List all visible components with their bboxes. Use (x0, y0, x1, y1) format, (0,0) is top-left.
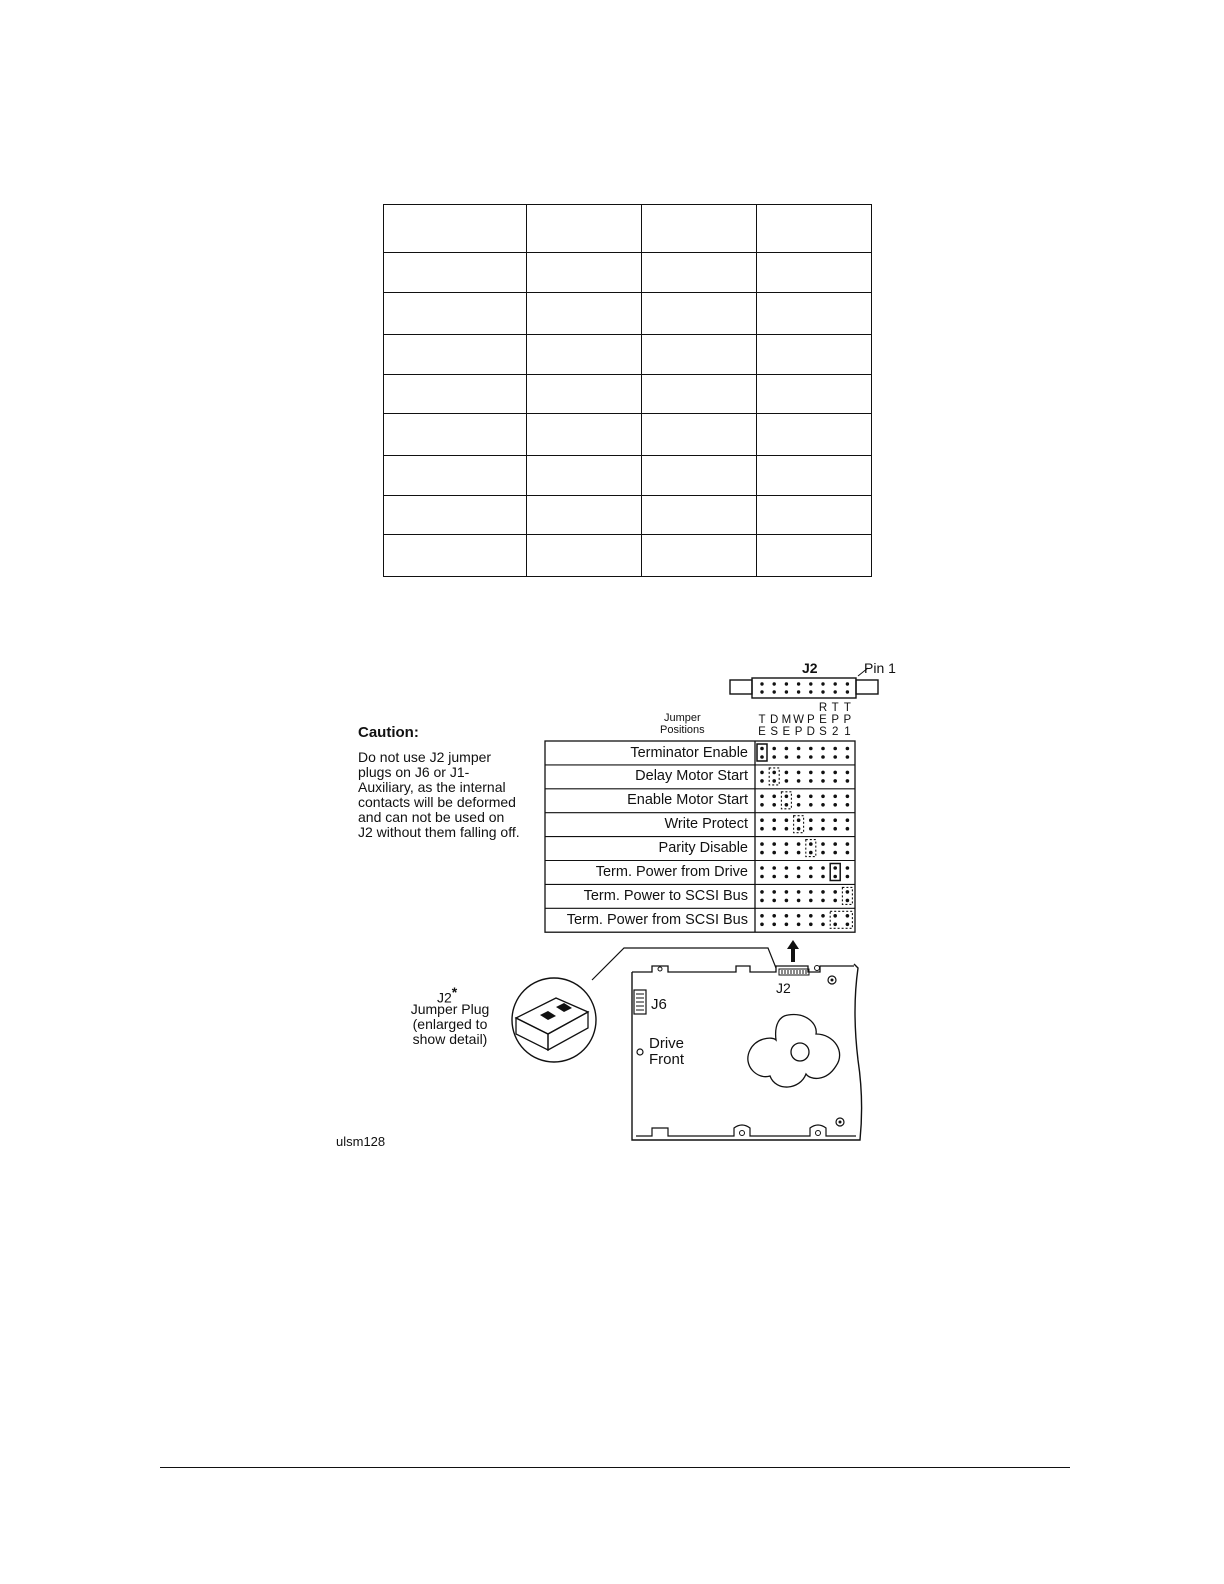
drive-j2-pins (782, 970, 806, 974)
jumper-pin (833, 755, 837, 759)
jumper-pin (809, 875, 813, 879)
jumper-pin (809, 899, 813, 903)
connector-j2-title: J2 (802, 660, 818, 676)
jumper-pin (833, 747, 837, 751)
jumper-pin (772, 771, 776, 775)
drive-front-line: Front (649, 1051, 685, 1068)
jumper-pin (846, 914, 850, 918)
connector-pin (846, 690, 849, 693)
jumper-positions-line: Jumper (663, 712, 701, 724)
jumper-pin (846, 803, 850, 807)
jumper-pin (785, 779, 789, 783)
jumper-pin (772, 842, 776, 846)
jumper-pin (797, 818, 801, 822)
connector-body (752, 678, 856, 698)
jumper-pin (797, 803, 801, 807)
jumper-pin (785, 851, 789, 855)
jumper-pin (809, 755, 813, 759)
jumper-pin (821, 851, 825, 855)
jumper-pin (833, 914, 837, 918)
jumper-pin (760, 747, 764, 751)
column-code-letter: E (758, 726, 766, 738)
jumper-pin (785, 899, 789, 903)
jumper-pin (797, 771, 801, 775)
jumper-row-label: Term. Power from Drive (595, 864, 748, 880)
plug-description (405, 1002, 495, 1047)
jumper-pin (809, 795, 813, 799)
jumper-pin (809, 890, 813, 894)
jumper-pin (809, 842, 813, 846)
jumper-pin (821, 818, 825, 822)
jumper-pin (821, 747, 825, 751)
jumper-pin (821, 875, 825, 879)
j6-pins (636, 994, 644, 1010)
jumper-pin (833, 771, 837, 775)
jumper-pin (846, 923, 850, 927)
jumper-pin (833, 803, 837, 807)
jumper-pin (833, 779, 837, 783)
jumper-pin (772, 866, 776, 870)
jumper-pin (772, 851, 776, 855)
jumper-pin (772, 914, 776, 918)
jumper-pin (846, 842, 850, 846)
column-code-letter: D (806, 726, 815, 738)
plug-line: show detail) (412, 1031, 488, 1047)
connector-pin (846, 682, 849, 685)
jumper-pin (833, 851, 837, 855)
jumper-pin (809, 779, 813, 783)
connector-pin (797, 682, 800, 685)
jumper-pin (846, 851, 850, 855)
plug-line: Jumper Plug (410, 1001, 490, 1017)
connector-pin (773, 682, 776, 685)
jumper-pin (846, 795, 850, 799)
connector-pin (834, 690, 837, 693)
plug-title-text: J2 (437, 989, 452, 1006)
jumper-pin (760, 851, 764, 855)
jumper-pin (760, 914, 764, 918)
pin1-pointer (858, 668, 868, 676)
jumper-pin (785, 771, 789, 775)
column-code-letter: P (831, 714, 840, 726)
page-rule (160, 1467, 1070, 1468)
jumper-pin (821, 890, 825, 894)
column-code-letter: T (843, 702, 851, 714)
jumper-pin (785, 747, 789, 751)
jumper-positions-line: Positions (660, 724, 705, 736)
connector-pin (760, 690, 763, 693)
screw-icon (637, 1049, 643, 1055)
leader-line (592, 948, 776, 980)
column-code-letter: 2 (831, 726, 839, 738)
figure-id: ulsm128 (336, 1134, 386, 1149)
jumper-pin (785, 866, 789, 870)
connector-pin (785, 682, 788, 685)
jumper-pin (821, 779, 825, 783)
jumper-pin (797, 923, 801, 927)
connector-pin (809, 690, 812, 693)
jumper-pin (772, 747, 776, 751)
column-code-letter: 1 (844, 726, 851, 738)
jumper-pin (809, 827, 813, 831)
jumper-pin (821, 923, 825, 927)
column-code-letter: T (831, 702, 839, 714)
caution-line: J2 without them falling off. (358, 824, 520, 840)
jumper-pin (846, 747, 850, 751)
jumper-pin (846, 827, 850, 831)
jumper-pin (760, 755, 764, 759)
caution-title: Caution: (358, 724, 419, 741)
jumper-pin (821, 827, 825, 831)
jumper-pin (760, 842, 764, 846)
jumper-pin (809, 818, 813, 822)
column-code-letter: P (843, 714, 852, 726)
jumper-pin (797, 899, 801, 903)
column-code-letter: P (806, 714, 815, 726)
jumper-row-label: Term. Power from SCSI Bus (566, 911, 748, 928)
jumper-pin (785, 923, 789, 927)
jumper-pin (797, 866, 801, 870)
connector-strip (730, 668, 878, 698)
jumper-pin (821, 795, 825, 799)
drive-front-label (649, 1036, 684, 1068)
jumper-pin (797, 827, 801, 831)
jumper-pin (772, 875, 776, 879)
jumper-pin (821, 866, 825, 870)
jumper-pin (772, 795, 776, 799)
jumper-pin (821, 842, 825, 846)
jumper-pin (785, 914, 789, 918)
column-code-letter: E (782, 726, 791, 738)
connector-pin (797, 690, 800, 693)
jumper-pin (760, 818, 764, 822)
jumper-pin (846, 890, 850, 894)
jumper-pin (772, 803, 776, 807)
jumper-pin (785, 803, 789, 807)
jumper-pin (833, 827, 837, 831)
connector-latch-left (730, 680, 752, 694)
jumper-pin (846, 755, 850, 759)
jumper-row-label: Terminator Enable (630, 744, 748, 761)
connector-latch-right (856, 680, 878, 694)
caution-line: Auxiliary, as the internal (358, 779, 506, 795)
drive-front-line: Drive (649, 1035, 685, 1052)
jumper-pin (797, 795, 801, 799)
jumper-pin (760, 875, 764, 879)
jumper-pin (785, 842, 789, 846)
caution-line: plugs on J6 or J1- (358, 764, 470, 780)
column-code-letter: T (758, 714, 766, 726)
jumper-pin (846, 899, 850, 903)
column-code-letter: M (781, 714, 792, 726)
jumper-pin (785, 875, 789, 879)
jumper-pin (833, 923, 837, 927)
jumper-pin (809, 851, 813, 855)
jumper-pin (821, 899, 825, 903)
jumper-pin (797, 779, 801, 783)
jumper-pin (760, 803, 764, 807)
jumper-pin (797, 875, 801, 879)
column-code-letter: S (819, 726, 827, 738)
jumper-pin (846, 875, 850, 879)
jumper-pin (797, 842, 801, 846)
jumper-pin (772, 818, 776, 822)
jumper-pin (833, 875, 837, 879)
column-code-letter: E (819, 714, 827, 726)
jumper-pin (846, 779, 850, 783)
connector-pins (760, 682, 849, 693)
jumper-row-label: Write Protect (664, 816, 748, 833)
jumper-pin (772, 827, 776, 831)
jumper-pin (760, 795, 764, 799)
jumper-pin (833, 866, 837, 870)
jumper-pin (846, 818, 850, 822)
jumper-pin (760, 771, 764, 775)
jumper-pin (833, 795, 837, 799)
column-code-letter: S (770, 726, 779, 738)
jumper-pin (846, 866, 850, 870)
jumper-pin (760, 899, 764, 903)
jumper-pin (821, 755, 825, 759)
jumper-pin (809, 747, 813, 751)
caution-line: Do not use J2 jumper (358, 749, 492, 765)
column-code-letter: W (793, 714, 805, 726)
plug-line: (enlarged to (412, 1016, 488, 1032)
jumper-pin (833, 890, 837, 894)
jumper-pin (833, 899, 837, 903)
jumper-pin (772, 890, 776, 894)
jumper-pin (797, 914, 801, 918)
jumper-pin (833, 842, 837, 846)
jumper-pin (785, 827, 789, 831)
drive-j2-label: J2 (776, 980, 791, 996)
jumper-pin (785, 818, 789, 822)
up-arrow-icon (787, 940, 799, 962)
connector-pin (773, 690, 776, 693)
connector-pin (821, 682, 824, 685)
jumper-pin (809, 923, 813, 927)
caution-line: contacts will be deformed (358, 794, 516, 810)
jumper-row-label: Parity Disable (658, 840, 748, 857)
jumper-pin (785, 795, 789, 799)
column-code-letter: P (794, 726, 803, 738)
jumper-pin (760, 866, 764, 870)
jumper-row-label: Term. Power to SCSI Bus (583, 887, 748, 904)
jumper-pin (846, 771, 850, 775)
jumper-pin (772, 923, 776, 927)
jumper-pin (797, 851, 801, 855)
jumper-row-label: Delay Motor Start (635, 768, 748, 785)
pin1-label: Pin 1 (864, 660, 896, 676)
jumper-pin (809, 914, 813, 918)
column-code-letter: R (818, 702, 828, 714)
connector-pin (821, 690, 824, 693)
jumper-pin (772, 899, 776, 903)
jumper-pin (809, 866, 813, 870)
jumper-marker (830, 911, 852, 928)
connector-pin (809, 682, 812, 685)
jumper-row-label: Enable Motor Start (627, 792, 748, 809)
plug-asterisk: * (451, 984, 458, 1000)
caution-line: and can not be used on (358, 809, 505, 825)
jumper-pin (809, 771, 813, 775)
connector-pin (760, 682, 763, 685)
jumper-pin (785, 755, 789, 759)
jumper-pin (821, 771, 825, 775)
jumper-pin (760, 779, 764, 783)
jumper-pin (760, 890, 764, 894)
jumper-pin (797, 747, 801, 751)
jumper-pin (797, 755, 801, 759)
jumper-pin (772, 755, 776, 759)
jumper-pin (809, 803, 813, 807)
plug-contact-icon (540, 1011, 556, 1020)
connector-pin (785, 690, 788, 693)
spindle-center (791, 1043, 809, 1061)
column-code-letter: D (770, 714, 779, 726)
magnifier-circle (512, 978, 596, 1062)
jumper-pin (833, 818, 837, 822)
jumper-pin (772, 779, 776, 783)
jumper-pin (821, 803, 825, 807)
jumper-pin (821, 914, 825, 918)
jumper-pin (760, 923, 764, 927)
j6-label: J6 (651, 996, 667, 1013)
jumper-pin (760, 827, 764, 831)
spindle-hub (748, 1015, 840, 1088)
jumper-table (545, 741, 855, 932)
jumper-pin (797, 890, 801, 894)
jumper-pin (785, 890, 789, 894)
connector-pin (834, 682, 837, 685)
jumper-plug-enlarged (512, 978, 596, 1062)
